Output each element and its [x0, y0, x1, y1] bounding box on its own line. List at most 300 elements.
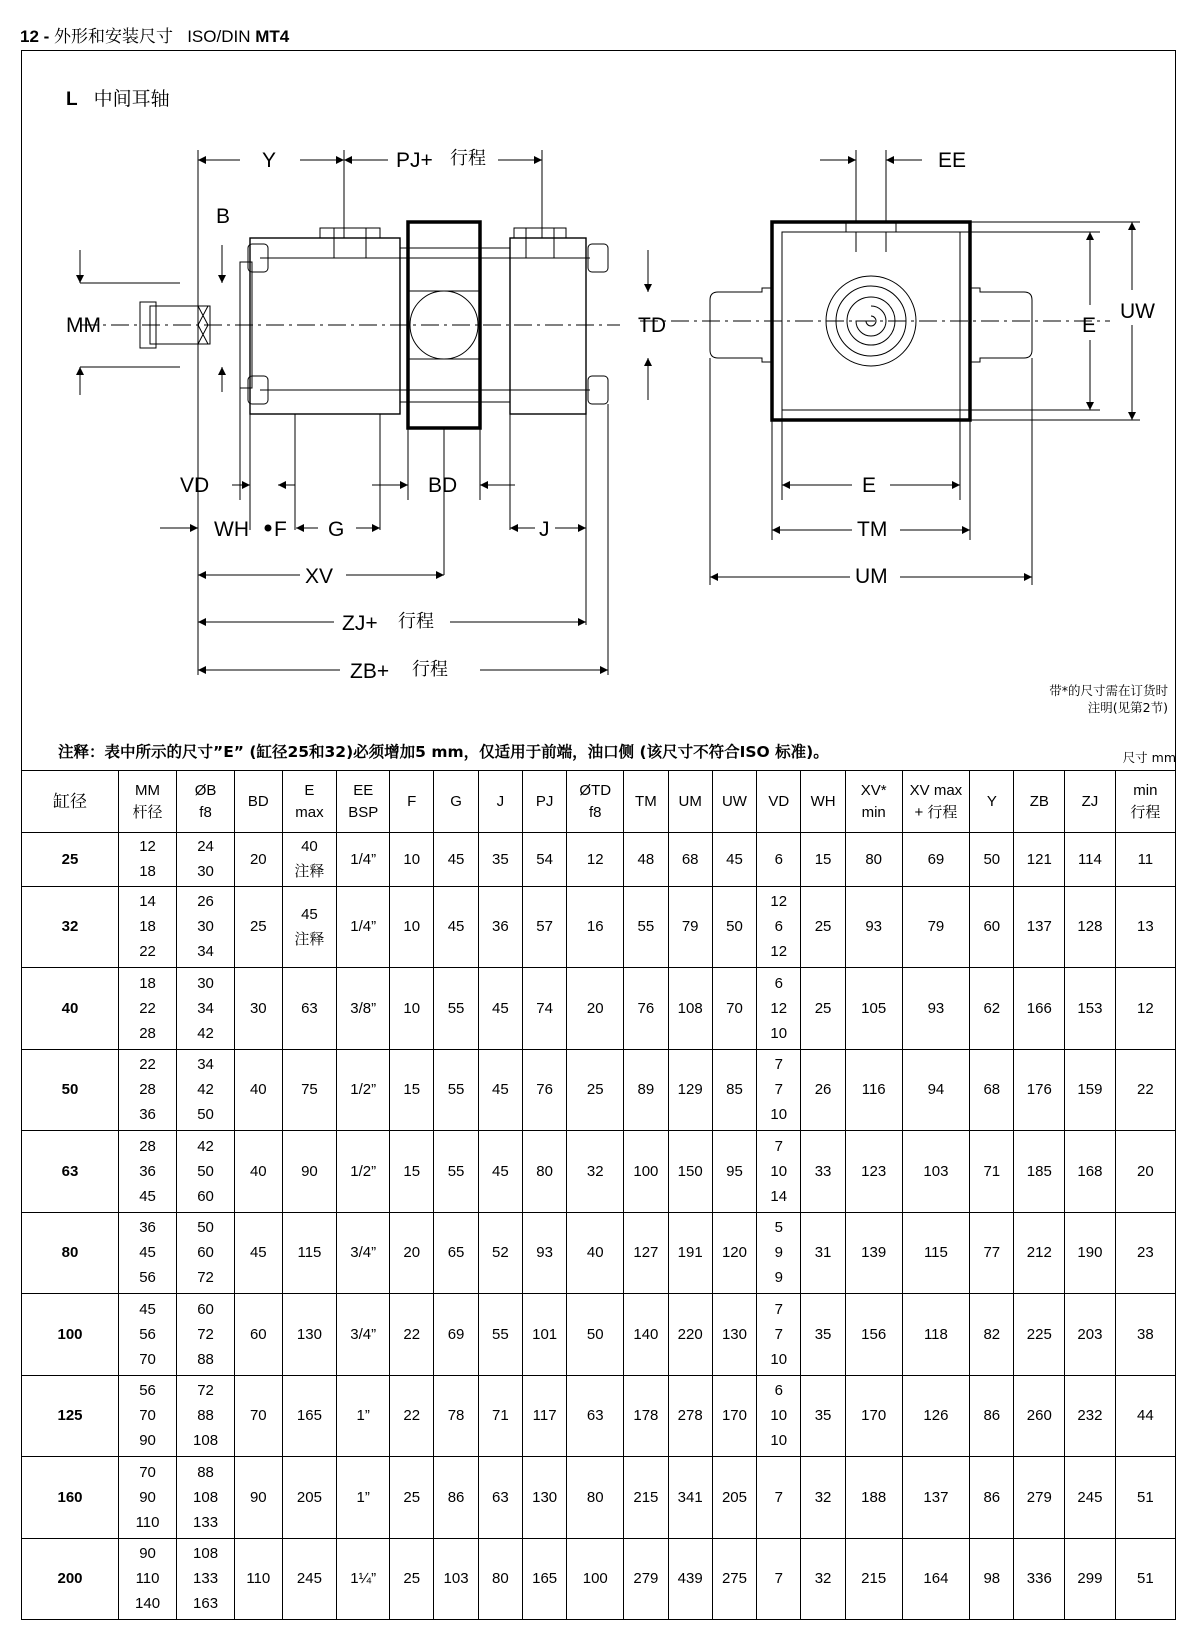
cell-uw: 120 — [712, 1212, 756, 1293]
cell-e — [282, 1375, 337, 1456]
cell-xvmax: 93 — [902, 968, 970, 1049]
cell-line: 45 — [301, 905, 318, 923]
cell-line: 14 — [139, 893, 156, 911]
cell-j: 80 — [478, 1538, 522, 1620]
cell-xvmax: 69 — [902, 833, 970, 887]
cell-g: 78 — [434, 1375, 478, 1456]
cell-xvmin: 93 — [845, 886, 902, 967]
column-header-line: PJ — [535, 792, 554, 810]
cell-j: 71 — [478, 1375, 522, 1456]
cell-b — [177, 886, 235, 967]
column-header — [1065, 771, 1116, 833]
cell-line: 36 — [139, 1162, 156, 1180]
dim-dot — [265, 525, 271, 531]
column-header — [845, 771, 902, 833]
column-header-line: F — [407, 792, 417, 810]
end-view-port — [846, 222, 896, 252]
column-header-line: + 行程 — [914, 803, 958, 821]
cell-pj: 130 — [522, 1457, 566, 1538]
cell-line: 75 — [301, 1081, 318, 1099]
cell-line: 110 — [135, 1513, 160, 1531]
cell-minstroke: 11 — [1115, 833, 1175, 887]
cell-line: 56 — [139, 1325, 156, 1343]
cell-vd — [757, 968, 801, 1049]
front-port — [320, 228, 380, 258]
label-ee: EE — [938, 149, 967, 172]
cell-bd: 45 — [235, 1212, 282, 1293]
cell-f: 25 — [390, 1538, 434, 1620]
cell-y: 98 — [970, 1538, 1014, 1620]
cell-wh: 31 — [801, 1212, 845, 1293]
column-header — [970, 771, 1014, 833]
cell-line: 165 — [296, 1407, 322, 1425]
cell-td: 50 — [567, 1294, 624, 1375]
cell-f: 15 — [390, 1049, 434, 1130]
column-header-line: MM — [135, 781, 161, 799]
label-e-bottom: E — [862, 474, 877, 497]
rear-head — [510, 238, 586, 414]
column-header-line: WH — [810, 792, 836, 810]
cell-xvmax: 79 — [902, 886, 970, 967]
cell-line: 30 — [197, 974, 214, 992]
cell-zb: 279 — [1014, 1457, 1065, 1538]
cell-bd: 70 — [235, 1375, 282, 1456]
cell-pj: 165 — [522, 1538, 566, 1620]
cell-line: 133 — [193, 1513, 219, 1531]
cell-um: 79 — [668, 886, 712, 967]
table-row — [22, 1049, 1176, 1130]
cell-xvmin: 123 — [845, 1131, 902, 1212]
cell-tm: 178 — [624, 1375, 668, 1456]
header-standard: ISO/DIN — [187, 27, 256, 46]
column-header-line: BD — [247, 792, 269, 810]
tie-rod-nut — [588, 376, 608, 404]
cell-f: 25 — [390, 1457, 434, 1538]
cell-line: 12 — [770, 893, 788, 911]
cell-zb: 212 — [1014, 1212, 1065, 1293]
order-note — [1049, 682, 1168, 716]
label-y: Y — [262, 149, 277, 172]
cell-line: 7 — [774, 1488, 783, 1506]
cell-td: 16 — [567, 886, 624, 967]
cell-um: 191 — [668, 1212, 712, 1293]
cell-g: 45 — [434, 886, 478, 967]
cell-line: 45 — [139, 1244, 156, 1262]
cell-zb: 260 — [1014, 1375, 1065, 1456]
cell-e — [282, 1294, 337, 1375]
column-header — [22, 771, 119, 833]
column-header — [337, 771, 390, 833]
cell-uw: 70 — [712, 968, 756, 1049]
cell-zj: 190 — [1065, 1212, 1116, 1293]
label-mm: MM — [66, 314, 101, 337]
cell-wh: 15 — [801, 833, 845, 887]
cell-um: 68 — [668, 833, 712, 887]
column-header — [119, 771, 177, 833]
section-letter: L — [66, 89, 78, 110]
cell-line: 7 — [774, 1137, 783, 1155]
cell-line: 6 — [774, 850, 783, 868]
cell-wh: 35 — [801, 1294, 845, 1375]
cell-uw: 85 — [712, 1049, 756, 1130]
cell-g: 45 — [434, 833, 478, 887]
column-header — [522, 771, 566, 833]
cell-b — [177, 1049, 235, 1130]
label-zj: ZJ+ — [342, 612, 378, 635]
cell-ee: 3/4” — [337, 1212, 390, 1293]
cell-td: 20 — [567, 968, 624, 1049]
cell-xvmax: 103 — [902, 1131, 970, 1212]
cell-um: 439 — [668, 1538, 712, 1620]
cell-line: 12 — [139, 838, 156, 856]
cell-line: 9 — [774, 1269, 783, 1287]
cell-line: 34 — [197, 1056, 214, 1074]
cell-pj: 54 — [522, 833, 566, 887]
cell-f: 22 — [390, 1294, 434, 1375]
cell-line: 163 — [193, 1595, 219, 1613]
cell-minstroke: 38 — [1115, 1294, 1175, 1375]
label-zb-stroke: 行程 — [412, 659, 448, 680]
cell-tm: 100 — [624, 1131, 668, 1212]
cell-e — [282, 968, 337, 1049]
cell-bd: 25 — [235, 886, 282, 967]
cell-mm — [119, 1538, 177, 1620]
header-title: 外形和安装尺寸 — [54, 27, 174, 46]
cell-wh: 26 — [801, 1049, 845, 1130]
cell-line: 7 — [774, 1570, 783, 1588]
table-row — [22, 833, 1176, 887]
cell-bore: 200 — [22, 1538, 119, 1620]
cell-mm — [119, 1375, 177, 1456]
tie-rod-nut — [588, 244, 608, 272]
cell-line: 140 — [135, 1595, 161, 1613]
cell-tm: 127 — [624, 1212, 668, 1293]
cell-vd — [757, 1049, 801, 1130]
column-header-line: min — [861, 803, 886, 821]
table-row — [22, 1131, 1176, 1212]
cell-mm — [119, 1294, 177, 1375]
cell-um: 341 — [668, 1457, 712, 1538]
cell-line: 40 — [301, 838, 318, 856]
cell-xvmin: 156 — [845, 1294, 902, 1375]
column-header — [1014, 771, 1065, 833]
cell-line: 115 — [297, 1244, 322, 1262]
cell-bore: 125 — [22, 1375, 119, 1456]
column-header-line: 缸径 — [53, 791, 88, 811]
cell-uw: 50 — [712, 886, 756, 967]
cell-line: 注释 — [294, 863, 325, 881]
column-header-line: E — [304, 781, 315, 799]
cell-line: 42 — [197, 1081, 214, 1099]
cell-line: 10 — [770, 1024, 788, 1042]
cell-td: 100 — [567, 1538, 624, 1620]
column-header-line: BSP — [348, 803, 379, 821]
cell-td: 80 — [567, 1457, 624, 1538]
column-header-line: Y — [986, 792, 997, 810]
dimension-drawing — [0, 0, 1200, 700]
cell-line: 110 — [135, 1570, 160, 1588]
table-row — [22, 1538, 1176, 1620]
cell-line: 6 — [774, 974, 783, 992]
cell-b — [177, 968, 235, 1049]
cell-bore: 160 — [22, 1457, 119, 1538]
column-header-line: 杆径 — [132, 803, 163, 821]
cell-line: 24 — [197, 838, 214, 856]
cell-b — [177, 1131, 235, 1212]
cell-line: 70 — [139, 1350, 156, 1368]
column-header-line: UM — [678, 792, 702, 810]
trunnion-pin-left — [710, 288, 772, 362]
cell-line: 12 — [770, 999, 788, 1017]
cell-line: 28 — [139, 1024, 156, 1042]
cell-uw: 205 — [712, 1457, 756, 1538]
cell-xvmax: 126 — [902, 1375, 970, 1456]
label-pj: PJ+ — [396, 149, 433, 172]
cell-bd: 30 — [235, 968, 282, 1049]
cell-um: 220 — [668, 1294, 712, 1375]
column-header — [902, 771, 970, 833]
label-tm: TM — [857, 518, 888, 541]
cell-uw: 130 — [712, 1294, 756, 1375]
cell-y: 77 — [970, 1212, 1014, 1293]
cell-uw: 170 — [712, 1375, 756, 1456]
label-wh: WH — [214, 518, 249, 541]
column-header-line: J — [496, 792, 505, 810]
cell-xvmin: 170 — [845, 1375, 902, 1456]
cell-tm: 76 — [624, 968, 668, 1049]
cell-line: 88 — [197, 1350, 214, 1368]
front-head — [250, 238, 400, 414]
cell-bore: 50 — [22, 1049, 119, 1130]
cell-ee: 1¼” — [337, 1538, 390, 1620]
cell-j: 52 — [478, 1212, 522, 1293]
column-header-line: f8 — [199, 803, 212, 821]
header-dash: - — [38, 27, 55, 46]
cell-wh: 33 — [801, 1131, 845, 1212]
cell-bore: 100 — [22, 1294, 119, 1375]
cell-line: 30 — [197, 863, 214, 881]
cell-line: 60 — [197, 1187, 214, 1205]
rear-port — [514, 228, 566, 258]
column-header-line: VD — [768, 792, 790, 810]
cell-minstroke: 13 — [1115, 886, 1175, 967]
cell-line: 88 — [197, 1407, 214, 1425]
label-g: G — [328, 518, 345, 541]
cell-line: 22 — [139, 1056, 156, 1074]
cell-y: 86 — [970, 1457, 1014, 1538]
cell-line: 88 — [197, 1463, 214, 1481]
column-header-line: 行程 — [1130, 803, 1161, 821]
cell-j: 45 — [478, 968, 522, 1049]
cell-xvmin: 80 — [845, 833, 902, 887]
cell-line: 6 — [774, 1382, 783, 1400]
cell-y: 60 — [970, 886, 1014, 967]
cell-j: 45 — [478, 1049, 522, 1130]
label-f: F — [274, 518, 287, 541]
cell-b — [177, 1457, 235, 1538]
cell-xvmax: 137 — [902, 1457, 970, 1538]
cell-line: 34 — [197, 943, 214, 961]
dimension-table — [21, 770, 1176, 1620]
cell-line: 注释 — [294, 930, 325, 948]
cell-ee: 3/4” — [337, 1294, 390, 1375]
cell-line: 7 — [774, 1081, 783, 1099]
cell-y: 68 — [970, 1049, 1014, 1130]
cell-pj: 57 — [522, 886, 566, 967]
cell-xvmax: 164 — [902, 1538, 970, 1620]
label-bd: BD — [428, 474, 458, 497]
cell-tm: 89 — [624, 1049, 668, 1130]
cell-y: 62 — [970, 968, 1014, 1049]
cell-td: 63 — [567, 1375, 624, 1456]
cell-minstroke: 44 — [1115, 1375, 1175, 1456]
cell-zj: 299 — [1065, 1538, 1116, 1620]
cell-mm — [119, 1212, 177, 1293]
cell-line: 7 — [774, 1300, 783, 1318]
table-row — [22, 1212, 1176, 1293]
cell-mm — [119, 968, 177, 1049]
cell-line: 90 — [139, 1488, 156, 1506]
cell-line: 18 — [139, 974, 156, 992]
label-vd: VD — [180, 474, 210, 497]
cell-line: 63 — [301, 999, 318, 1017]
column-header-line: ØB — [194, 781, 217, 799]
cell-xvmin: 188 — [845, 1457, 902, 1538]
cell-bore: 80 — [22, 1212, 119, 1293]
cell-f: 20 — [390, 1212, 434, 1293]
column-header — [390, 771, 434, 833]
cell-y: 71 — [970, 1131, 1014, 1212]
cell-zb: 121 — [1014, 833, 1065, 887]
cell-bore: 32 — [22, 886, 119, 967]
cell-tm: 55 — [624, 886, 668, 967]
cell-mm — [119, 886, 177, 967]
column-header-line: G — [450, 792, 462, 810]
cell-zb: 137 — [1014, 886, 1065, 967]
cell-bd: 60 — [235, 1294, 282, 1375]
cell-vd — [757, 1375, 801, 1456]
cell-wh: 32 — [801, 1538, 845, 1620]
cell-line: 130 — [296, 1325, 322, 1343]
cell-y: 50 — [970, 833, 1014, 887]
cell-zb: 185 — [1014, 1131, 1065, 1212]
cell-td: 25 — [567, 1049, 624, 1130]
cell-line: 26 — [197, 893, 214, 911]
cell-j: 45 — [478, 1131, 522, 1212]
column-header-line: min — [1133, 781, 1158, 799]
cell-zj: 159 — [1065, 1049, 1116, 1130]
cell-line: 90 — [301, 1162, 318, 1180]
column-header — [282, 771, 337, 833]
column-header — [757, 771, 801, 833]
cell-td: 12 — [567, 833, 624, 887]
cell-minstroke: 23 — [1115, 1212, 1175, 1293]
cell-j: 35 — [478, 833, 522, 887]
cell-line: 10 — [770, 1407, 788, 1425]
cell-g: 86 — [434, 1457, 478, 1538]
cell-tm: 279 — [624, 1538, 668, 1620]
cell-bd: 110 — [235, 1538, 282, 1620]
cell-um: 278 — [668, 1375, 712, 1456]
cell-zb: 336 — [1014, 1538, 1065, 1620]
cell-f: 15 — [390, 1131, 434, 1212]
column-header-line: UW — [721, 792, 747, 810]
cell-line: 14 — [770, 1187, 788, 1205]
cell-tm: 140 — [624, 1294, 668, 1375]
cell-bd: 90 — [235, 1457, 282, 1538]
cell-line: 72 — [197, 1382, 214, 1400]
cell-mm — [119, 833, 177, 887]
table-body — [22, 833, 1176, 1620]
table-header-row — [22, 771, 1176, 833]
cell-zb: 176 — [1014, 1049, 1065, 1130]
cell-line: 12 — [770, 943, 788, 961]
cell-um: 108 — [668, 968, 712, 1049]
cell-line: 108 — [193, 1488, 219, 1506]
cell-y: 86 — [970, 1375, 1014, 1456]
cell-e — [282, 1131, 337, 1212]
cell-e — [282, 886, 337, 967]
section-name: 中间耳轴 — [93, 89, 170, 110]
column-header — [1115, 771, 1175, 833]
cell-line: 36 — [139, 1106, 156, 1124]
cell-line: 42 — [197, 1137, 214, 1155]
cell-ee: 1/4” — [337, 886, 390, 967]
cell-line: 50 — [197, 1162, 214, 1180]
cell-xvmin: 215 — [845, 1538, 902, 1620]
cell-zj: 153 — [1065, 968, 1116, 1049]
cell-wh: 25 — [801, 968, 845, 1049]
cell-bore: 63 — [22, 1131, 119, 1212]
cell-line: 34 — [197, 999, 214, 1017]
cell-wh: 32 — [801, 1457, 845, 1538]
cell-mm — [119, 1131, 177, 1212]
column-header-line: XV max — [909, 781, 963, 799]
cell-zj: 168 — [1065, 1131, 1116, 1212]
cell-j: 63 — [478, 1457, 522, 1538]
cell-line: 133 — [193, 1570, 219, 1588]
cell-line: 60 — [197, 1300, 214, 1318]
cell-f: 10 — [390, 833, 434, 887]
label-zb: ZB+ — [350, 660, 390, 683]
label-e: E — [1082, 314, 1097, 337]
cell-xvmin: 105 — [845, 968, 902, 1049]
cell-ee: 1/2” — [337, 1131, 390, 1212]
cell-g: 55 — [434, 1131, 478, 1212]
column-header — [712, 771, 756, 833]
cell-xvmin: 139 — [845, 1212, 902, 1293]
column-header-line: max — [295, 803, 324, 821]
cell-line: 36 — [139, 1219, 156, 1237]
order-note-line1: 带*的尺寸需在订货时 — [1049, 683, 1168, 698]
cell-mm — [119, 1457, 177, 1538]
cell-zj: 114 — [1065, 833, 1116, 887]
cell-y: 82 — [970, 1294, 1014, 1375]
trunnion-pin-right — [970, 288, 1032, 362]
cell-line: 72 — [197, 1269, 214, 1287]
cell-g: 69 — [434, 1294, 478, 1375]
cell-bore: 25 — [22, 833, 119, 887]
cell-td: 32 — [567, 1131, 624, 1212]
table-row — [22, 1375, 1176, 1456]
cell-line: 9 — [774, 1244, 783, 1262]
cell-xvmin: 116 — [845, 1049, 902, 1130]
label-pj-stroke: 行程 — [450, 148, 486, 169]
cell-tm: 215 — [624, 1457, 668, 1538]
cell-xvmax: 94 — [902, 1049, 970, 1130]
cell-zj: 245 — [1065, 1457, 1116, 1538]
label-xv: XV — [305, 565, 334, 588]
